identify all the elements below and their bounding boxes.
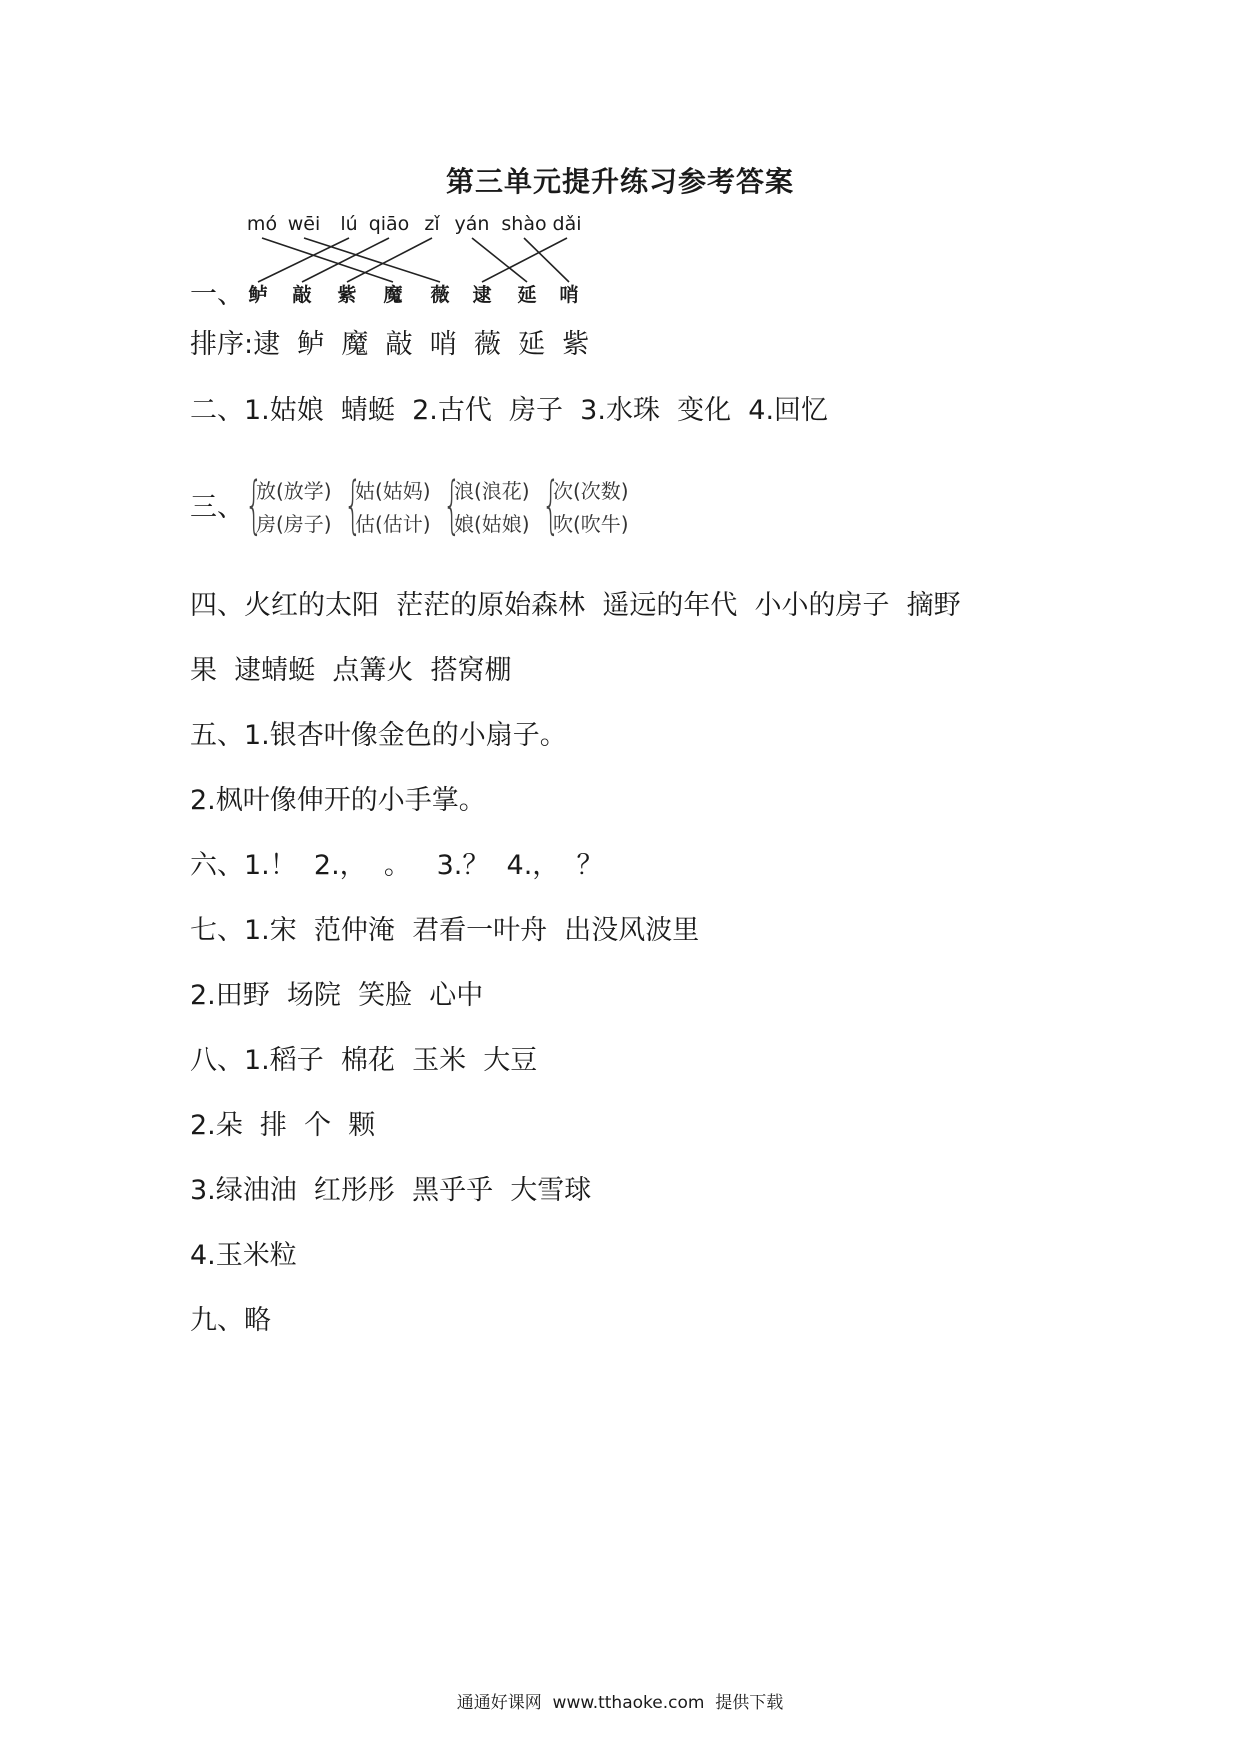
brace-entry-bottom: 娘(姑娘): [454, 512, 530, 536]
matching-lines: [0, 0, 1240, 320]
section-3-prefix: 三、: [190, 492, 244, 523]
connector-shao: [524, 238, 569, 282]
hanzi-zi: 紫: [337, 284, 357, 306]
brace-icon: {: [245, 468, 263, 541]
brace-icon: {: [344, 468, 362, 541]
section-4-answer-line-2: 果 逮蜻蜓 点篝火 搭窝棚: [190, 655, 512, 686]
brace-entry-top: 放(放学): [256, 479, 332, 503]
section-5-answer-line-1: 五、1.银杏叶像金色的小扇子。: [190, 720, 567, 751]
sort-answer: 排序:逮 鲈 魔 敲 哨 薇 延 紫: [190, 329, 590, 360]
pinyin-lu: lú: [340, 213, 358, 235]
section-7-answer-line-2: 2.田野 场院 笑脸 心中: [190, 980, 484, 1011]
section-5-answer-line-2: 2.枫叶像伸开的小手掌。: [190, 785, 486, 816]
section-4-answer-line-1: 四、火红的太阳 茫茫的原始森林 遥远的年代 小小的房子 摘野: [190, 590, 961, 621]
pinyin-wei: wēi: [287, 213, 321, 235]
brace-entry-bottom: 房(房子): [256, 512, 332, 536]
pinyin-dai: dǎi: [552, 213, 582, 235]
brace-entry-bottom: 估(估计): [355, 512, 431, 536]
brace-icon: {: [443, 468, 461, 541]
section-9-answer: 九、略: [190, 1305, 271, 1336]
pinyin-zi: zǐ: [424, 213, 440, 235]
section-8-answer-line-4: 4.玉米粒: [190, 1240, 297, 1271]
page-title: 第三单元提升练习参考答案: [445, 165, 794, 198]
brace-entry-bottom: 吹(吹牛): [553, 512, 629, 536]
brace-entry-top: 次(次数): [553, 479, 629, 503]
brace-entry-top: 浪(浪花): [454, 479, 530, 503]
pinyin-yan: yán: [454, 213, 490, 235]
hanzi-mo: 魔: [383, 284, 403, 306]
section-8-answer-line-2: 2.朵 排 个 颗: [190, 1110, 376, 1141]
section-8-answer-line-1: 八、1.稻子 棉花 玉米 大豆: [190, 1045, 538, 1076]
hanzi-lu: 鲈: [248, 284, 268, 306]
pinyin-qiao: qiāo: [368, 213, 410, 235]
connector-yan: [472, 238, 527, 282]
hanzi-yan: 延: [517, 284, 537, 306]
brace-entry-top: 姑(姑妈): [355, 479, 431, 503]
hanzi-qiao: 敲: [292, 284, 312, 306]
footer-source: 通通好课网 www.tthaoke.com 提供下载: [456, 1693, 784, 1713]
section-7-answer-line-1: 七、1.宋 范仲淹 君看一叶舟 出没风波里: [190, 915, 700, 946]
hanzi-dai: 逮: [472, 284, 492, 306]
section-8-answer-line-3: 3.绿油油 红彤彤 黑乎乎 大雪球: [190, 1175, 592, 1206]
connector-dai: [482, 238, 567, 282]
pinyin-shao: shào: [501, 213, 547, 235]
connector-lu: [258, 238, 349, 282]
pinyin-mo: mó: [246, 213, 278, 235]
hanzi-wei: 薇: [430, 284, 450, 306]
section-2-answer: 二、1.姑娘 蜻蜓 2.古代 房子 3.水珠 变化 4.回忆: [190, 395, 829, 426]
connector-qiao: [302, 238, 389, 282]
section-1-prefix: 一、: [190, 279, 244, 310]
section-6-answer: 六、1.！ 2.， 。 3.？ 4.， ？: [190, 850, 604, 881]
brace-icon: {: [542, 468, 560, 541]
hanzi-shao: 哨: [559, 284, 579, 306]
